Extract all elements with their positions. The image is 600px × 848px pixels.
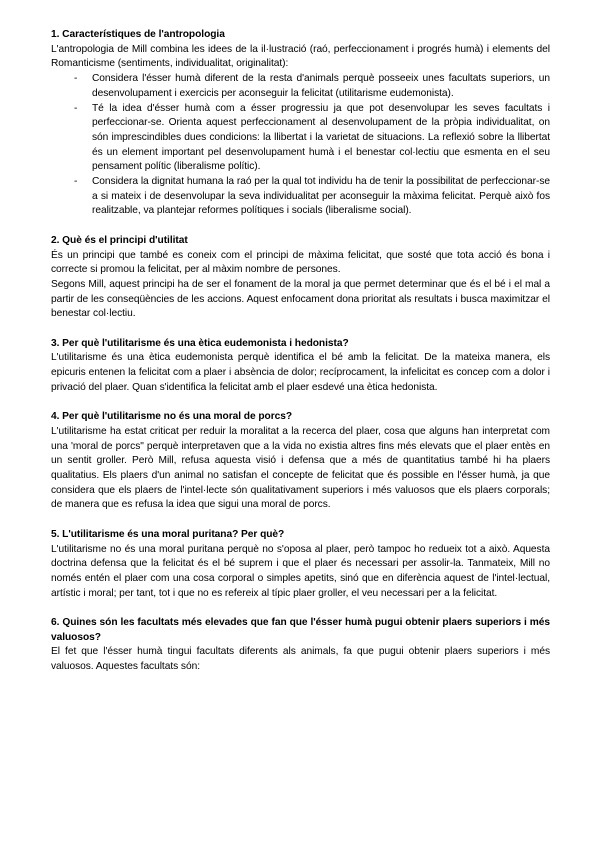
bullet-dash-icon: - <box>74 73 78 85</box>
section-heading-2: 2. Què és el principi d'utilitat <box>51 234 188 246</box>
section-heading-6: 6. Quines són les facultats més elevades que fan que l'ésser humà pugui obtenir plaers superiors i més valuosos? <box>51 617 550 643</box>
section-2-paragraph-1: És un principi que també es coneix com el principi de màxima felicitat, que sosté que tota acció és bona i correcte si promou la felicitat, per al màxim nombre de persones. <box>51 249 550 276</box>
section-spacer <box>51 219 550 234</box>
document-section-6 <box>51 616 550 675</box>
document-body <box>51 28 550 675</box>
section-spacer <box>51 322 550 337</box>
section-spacer <box>51 396 550 411</box>
section-heading-3: 3. Per què l'utilitarisme és una ètica eudemonista i hedonista? <box>51 337 349 349</box>
section-heading-1: 1. Característiques de l'antropologia <box>51 29 225 40</box>
document-section-4 <box>51 410 550 513</box>
section-1-paragraph-1: L'antropologia de Mill combina les idees de la il·lustració (raó, perfeccionament i progrés humà) i elements del Romanticisme (sentiments, individualitat, originalitat): <box>51 43 550 70</box>
list-item-text: Considera l'ésser humà diferent de la resta d'animals perquè posseeix unes facultats superiors, un desenvolupament i exercicis per aconseguir la felicitat (utilitarisme eudemonista). <box>92 73 550 99</box>
document-section-1 <box>51 28 550 219</box>
section-1-bullet-list <box>51 72 550 219</box>
section-4-paragraph-1: L'utilitarisme ha estat criticat per reduir la moralitat a la recerca del plaer, cosa que alguns han interpretat com una 'moral de porcs" perquè interpretaven que a la vida no existia altres fins més elevats que el plaer entès en un sentit groller. Però Mill, refusa aquesta visió i defensa que a més de quantitatius també hi ha plaers qualitatius. Els plaers d'un animal no satisfan el concepte de felicitat que és possible en l'ésser humà, ja que considera que els plaers de l'intel·lecte són qualitativament superiors i més valuosos que els plaers corporals; de manera que es refusa la idea que sigui una moral de porcs. <box>51 425 550 511</box>
document-section-2 <box>51 234 550 322</box>
list-item <box>51 102 550 176</box>
bullet-dash-icon: - <box>74 102 78 114</box>
section-heading-4: 4. Per què l'utilitarisme no és una moral de porcs? <box>51 411 293 423</box>
section-heading-5: 5. L'utilitarisme és una moral puritana? Per què? <box>51 528 285 540</box>
section-spacer <box>51 601 550 616</box>
document-section-3 <box>51 337 550 396</box>
list-item-text: Considera la dignitat humana la raó per la qual tot individu ha de tenir la possibilitat de perfeccionar-se a si mateix i de desenvolupar la seva individualitat per aconseguir la màxima felicitat. Perquè això fos realitzable, va plantejar reformes polítiques i socials (liberalisme social). <box>92 176 550 217</box>
section-spacer <box>51 513 550 528</box>
list-item-text: Té la idea d'ésser humà com a ésser progressiu ja que pot desenvolupar les seves facultats i perfeccionar-se. Orienta aquest perfeccionament al desenvolupament de la pròpia individualitat, on són imprescindibles dues condicions: la llibertat i la varietat de situacions. La reflexió sobre la llibertat és un element important pel desenvolupament humà i el benestar col·lectiu que esmenta en el seu pensament polític (liberalisme polític). <box>92 102 550 173</box>
section-6-paragraph-1: El fet que l'ésser humà tingui facultats diferents als animals, fa que pugui obtenir plaers superiors i més valuosos. Aquestes facultats són: <box>51 646 550 673</box>
section-2-paragraph-2: Segons Mill, aquest principi ha de ser el fonament de la moral ja que permet determinar que és el bé i el mal a partir de les conseqüències de les accions. Aquest enfocament dona prioritat als resultats i busca maximitzar el benestar col·lectiu. <box>51 278 550 320</box>
bullet-dash-icon: - <box>74 176 78 188</box>
section-5-paragraph-1: L'utilitarisme no és una moral puritana perquè no s'oposa al plaer, però tampoc ho redueix tot a això. Aquesta doctrina defensa que la felicitat és el bé suprem i que el plaer és necessari per assolir-la. Tanmateix, Mill no només entén el plaer com una cosa corporal o simples apetits, sinó que en diferència aquest de l'intel·lectual, artístic i moral; per tant, tot i que no es refereix al típic plaer groller, el veu necessari per a la felicitat. <box>51 543 550 599</box>
document-section-5 <box>51 528 550 602</box>
section-3-paragraph-1: L'utilitarisme és una ètica eudemonista perquè identifica el bé amb la felicitat. De la mateixa manera, els epicuris entenen la felicitat com a plaer i absència de dolor; recíprocament, la infelicitat es concep com a dolor i privació del plaer. Quan s'identifica la felicitat amb el plaer esdevé una ètica hedonista. <box>51 352 550 393</box>
list-item <box>51 175 550 219</box>
list-item <box>51 72 550 101</box>
